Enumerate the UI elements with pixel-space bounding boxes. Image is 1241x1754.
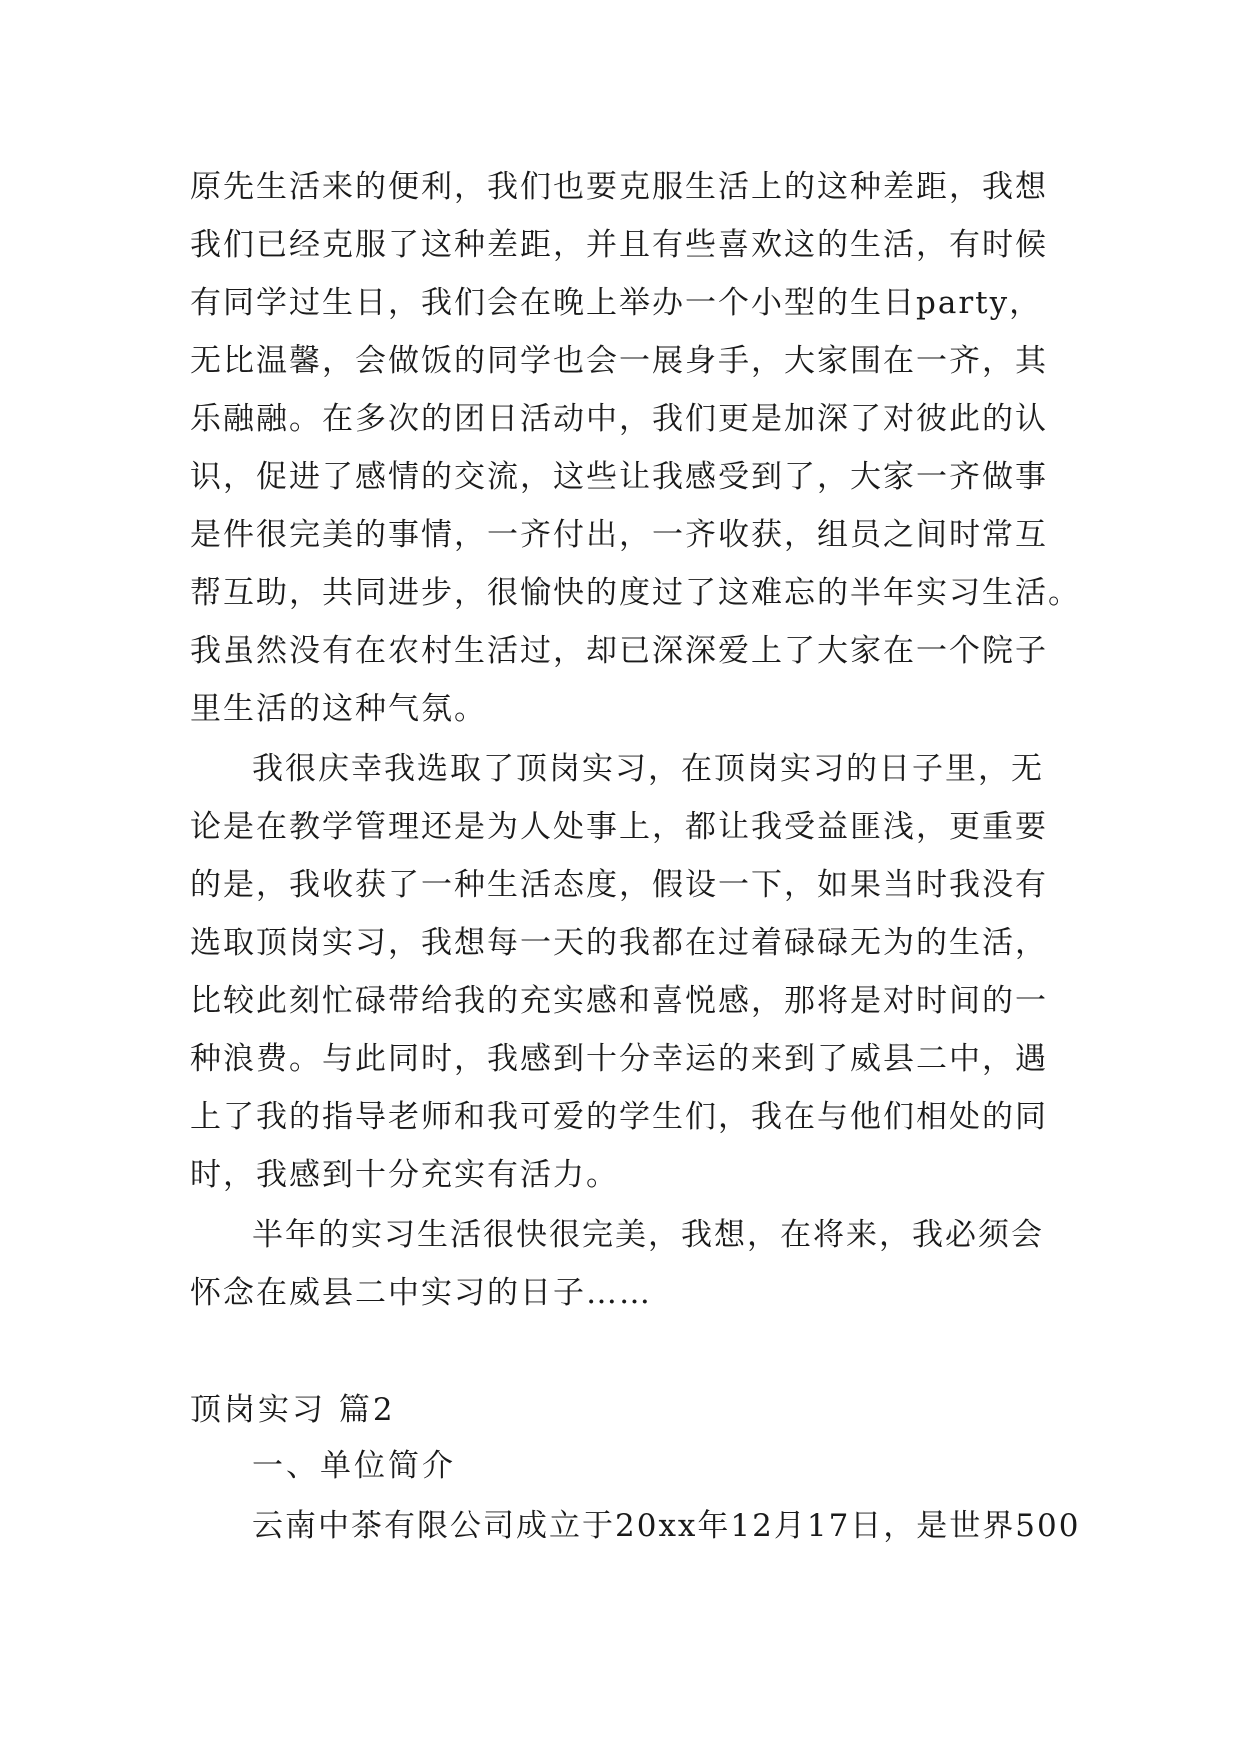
paragraph-2-line-8: 时，我感到十分充实有活力。 <box>190 1157 619 1193</box>
paragraph-1-line-4: 无比温馨，会做饭的同学也会一展身手，大家围在一齐，其 <box>190 343 1048 379</box>
paragraph-4-line-1: 云南中茶有限公司成立于20xx年12月17日，是世界500 <box>252 1508 1081 1544</box>
paragraph-1-line-7: 是件很完美的事情，一齐付出，一齐收获，组员之间时常互 <box>190 517 1048 553</box>
paragraph-3-line-1: 半年的实习生活很快很完美，我想，在将来，我必须会 <box>252 1217 1044 1253</box>
paragraph-2-line-2: 论是在教学管理还是为人处事上，都让我受益匪浅，更重要 <box>190 809 1048 845</box>
paragraph-2-line-1: 我很庆幸我选取了顶岗实习，在顶岗实习的日子里，无 <box>252 751 1044 787</box>
paragraph-2-line-5: 比较此刻忙碌带给我的充实感和喜悦感，那将是对时间的一 <box>190 983 1048 1019</box>
paragraph-1-line-6: 识，促进了感情的交流，这些让我感受到了，大家一齐做事 <box>190 459 1048 495</box>
paragraph-1-line-9: 我虽然没有在农村生活过，却已深深爱上了大家在一个院子 <box>190 633 1048 669</box>
paragraph-1-line-10: 里生活的这种气氛。 <box>190 691 487 727</box>
section-title: 顶岗实习 篇2 <box>190 1392 396 1428</box>
paragraph-1-line-2: 我们已经克服了这种差距，并且有些喜欢这的生活，有时候 <box>190 227 1048 263</box>
subsection-title: 一、单位简介 <box>252 1448 456 1484</box>
paragraph-2-line-4: 选取顶岗实习，我想每一天的我都在过着碌碌无为的生活， <box>190 925 1048 961</box>
paragraph-2-line-7: 上了我的指导老师和我可爱的学生们，我在与他们相处的同 <box>190 1099 1048 1135</box>
paragraph-3-line-2: 怀念在威县二中实习的日子…… <box>190 1275 652 1311</box>
paragraph-1-line-5: 乐融融。在多次的团日活动中，我们更是加深了对彼此的认 <box>190 401 1048 437</box>
paragraph-1-line-1: 原先生活来的便利，我们也要克服生活上的这种差距，我想 <box>190 169 1048 205</box>
paragraph-1-line-8: 帮互助，共同进步，很愉快的度过了这难忘的半年实习生活。 <box>190 575 1081 611</box>
paragraph-2-line-6: 种浪费。与此同时，我感到十分幸运的来到了威县二中，遇 <box>190 1041 1048 1077</box>
paragraph-1-line-3: 有同学过生日，我们会在晚上举办一个小型的生日party， <box>190 285 1043 321</box>
paragraph-2-line-3: 的是，我收获了一种生活态度，假设一下，如果当时我没有 <box>190 867 1048 903</box>
